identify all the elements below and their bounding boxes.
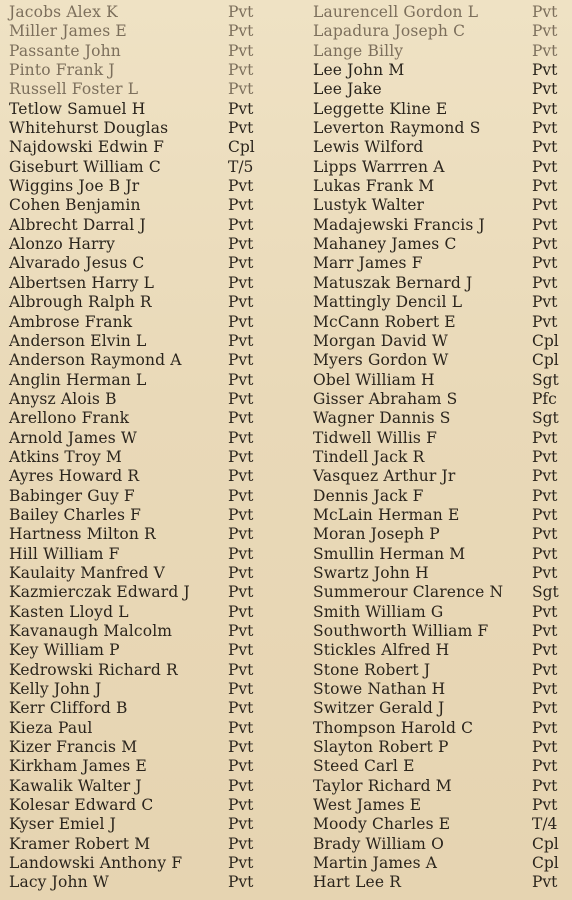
soldier-rank: Pvt xyxy=(228,409,254,428)
soldier-name: Obel William H xyxy=(313,370,435,389)
soldier-rank: Pvt xyxy=(228,544,254,563)
soldier-rank: Pvt xyxy=(228,331,254,350)
roster-entry xyxy=(313,564,570,583)
roster-entry xyxy=(9,61,299,80)
soldier-rank: Pvt xyxy=(228,80,254,99)
soldier-name: Pinto Frank J xyxy=(9,61,115,80)
roster-entry xyxy=(9,699,299,718)
soldier-rank: Pvt xyxy=(228,738,254,757)
soldier-name: Bailey Charles F xyxy=(9,505,142,524)
soldier-name: Whitehurst Douglas xyxy=(9,119,169,138)
roster-entry xyxy=(9,216,299,235)
soldier-name: Kyser Emiel J xyxy=(9,815,116,834)
soldier-name: Arellono Frank xyxy=(9,409,130,428)
soldier-name: Kedrowski Richard R xyxy=(9,660,178,679)
roster-entry xyxy=(313,351,570,370)
soldier-name: Swartz John H xyxy=(313,563,429,582)
soldier-name: Kramer Robert M xyxy=(9,834,151,853)
soldier-name: Kaulaity Manfred V xyxy=(9,563,166,582)
roster-entry xyxy=(9,138,299,157)
soldier-rank: Cpl xyxy=(532,331,559,350)
soldier-rank: Sgt xyxy=(532,583,559,602)
roster-entry xyxy=(9,873,299,892)
soldier-name: Lewis Wilford xyxy=(313,138,424,157)
roster-entry xyxy=(9,196,299,215)
soldier-name: Wiggins Joe B Jr xyxy=(9,177,140,196)
soldier-rank: Pvt xyxy=(532,796,558,815)
soldier-rank: Pvt xyxy=(228,602,254,621)
soldier-rank: Pvt xyxy=(532,99,558,118)
soldier-rank: Pvt xyxy=(228,119,254,138)
soldier-rank: Pvt xyxy=(532,157,558,176)
soldier-rank: Pvt xyxy=(532,699,558,718)
soldier-name: Stickles Alfred H xyxy=(313,641,450,660)
soldier-name: Hill William F xyxy=(9,544,120,563)
roster-entry xyxy=(313,661,570,680)
roster-column-right xyxy=(313,3,570,893)
soldier-name: Tidwell Willis F xyxy=(313,428,438,447)
soldier-name: Anglin Herman L xyxy=(9,370,147,389)
soldier-rank: Pvt xyxy=(228,680,254,699)
soldier-rank: T/4 xyxy=(532,815,558,834)
soldier-name: Kavanaugh Malcolm xyxy=(9,622,173,640)
roster-entry xyxy=(313,796,570,815)
soldier-rank: Pvt xyxy=(532,486,558,505)
soldier-rank: Pvt xyxy=(228,254,254,273)
soldier-rank: Pvt xyxy=(532,196,558,215)
soldier-name: Slayton Robert P xyxy=(313,738,449,757)
roster-entry xyxy=(9,119,299,138)
soldier-name: Arnold James W xyxy=(9,428,137,447)
soldier-rank: Pvt xyxy=(532,235,558,254)
soldier-rank: Pvt xyxy=(532,119,558,138)
soldier-rank: Pvt xyxy=(532,738,558,757)
soldier-rank: Pvt xyxy=(228,776,254,795)
soldier-rank: Cpl xyxy=(228,138,255,157)
roster-entry xyxy=(9,3,299,22)
soldier-rank: Pvt xyxy=(532,177,558,196)
soldier-rank: Pvt xyxy=(228,467,254,486)
soldier-rank: Pvt xyxy=(228,215,254,234)
roster-entry xyxy=(9,22,299,41)
roster-entry xyxy=(313,313,570,332)
roster-entry xyxy=(313,409,570,428)
soldier-name: Albertsen Harry L xyxy=(9,273,155,292)
soldier-rank: Pvt xyxy=(228,312,254,331)
soldier-rank: Pvt xyxy=(228,718,254,737)
soldier-rank: Pvt xyxy=(532,273,558,292)
soldier-rank: Pvt xyxy=(228,641,254,660)
soldier-name: Morgan David W xyxy=(313,331,448,350)
soldier-rank: Pvt xyxy=(228,389,254,408)
roster-entry xyxy=(313,448,570,467)
roster-entry xyxy=(9,506,299,525)
soldier-rank: Pvt xyxy=(228,873,254,892)
roster-entry xyxy=(9,564,299,583)
roster-entry xyxy=(313,583,570,602)
soldier-name: Tindell Jack R xyxy=(313,447,425,466)
roster-entry xyxy=(313,719,570,738)
roster-entry xyxy=(313,680,570,699)
roster-entry xyxy=(313,390,570,409)
roster-entry xyxy=(313,777,570,796)
soldier-rank: Pvt xyxy=(228,834,254,853)
soldier-name: Stone Robert J xyxy=(313,660,431,679)
soldier-rank: Pvt xyxy=(228,3,254,21)
roster-entry xyxy=(313,815,570,834)
soldier-name: Kerr Clifford B xyxy=(9,699,128,718)
soldier-name: Kasten Lloyd L xyxy=(9,602,129,621)
soldier-name: Leggette Kline E xyxy=(313,99,448,118)
soldier-name: Giseburt William C xyxy=(9,157,161,176)
soldier-rank: Pvt xyxy=(228,505,254,524)
roster-entry xyxy=(9,622,299,641)
soldier-name: Cohen Benjamin xyxy=(9,196,141,215)
soldier-rank: Pvt xyxy=(532,312,558,331)
roster-entry xyxy=(313,371,570,390)
roster-entry xyxy=(9,429,299,448)
roster-entry xyxy=(313,603,570,622)
roster-entry xyxy=(9,545,299,564)
soldier-rank: Pvt xyxy=(228,196,254,215)
soldier-rank: Pvt xyxy=(228,22,254,41)
soldier-rank: Cpl xyxy=(532,854,559,873)
soldier-rank: Pvt xyxy=(532,41,558,60)
soldier-rank: Sgt xyxy=(532,409,559,428)
soldier-rank: Pvt xyxy=(532,428,558,447)
soldier-name: Dennis Jack F xyxy=(313,486,424,505)
soldier-name: Kieza Paul xyxy=(9,718,93,737)
soldier-rank: Pvt xyxy=(532,873,558,892)
soldier-name: West James E xyxy=(313,796,422,815)
soldier-name: Taylor Richard M xyxy=(313,776,452,795)
soldier-name: Martin James A xyxy=(313,854,438,873)
roster-entry xyxy=(9,738,299,757)
roster-entry xyxy=(9,42,299,61)
roster-entry xyxy=(313,487,570,506)
soldier-rank: Pvt xyxy=(228,583,254,602)
soldier-name: Summerour Clarence N xyxy=(313,583,504,602)
soldier-name: Stowe Nathan H xyxy=(313,680,446,699)
roster-entry xyxy=(9,448,299,467)
soldier-rank: Pvt xyxy=(228,622,254,640)
soldier-name: McLain Herman E xyxy=(313,505,460,524)
soldier-rank: Pvt xyxy=(532,467,558,486)
soldier-rank: Pvt xyxy=(532,622,558,640)
roster-entry xyxy=(313,835,570,854)
soldier-name: Smith William G xyxy=(313,602,444,621)
roster-entry xyxy=(313,738,570,757)
roster-entry xyxy=(313,158,570,177)
roster-entry xyxy=(313,138,570,157)
soldier-rank: Pvt xyxy=(532,563,558,582)
soldier-rank: Pvt xyxy=(228,447,254,466)
soldier-rank: Pvt xyxy=(532,80,558,99)
roster-entry xyxy=(9,235,299,254)
soldier-name: Mattingly Dencil L xyxy=(313,293,463,312)
roster-entry xyxy=(313,3,570,22)
soldier-name: Anderson Elvin L xyxy=(9,331,147,350)
soldier-name: Tetlow Samuel H xyxy=(9,99,146,118)
soldier-name: Kizer Francis M xyxy=(9,738,138,757)
soldier-rank: Pvt xyxy=(228,428,254,447)
soldier-name: Gisser Abraham S xyxy=(313,389,458,408)
soldier-name: Southworth William F xyxy=(313,622,489,640)
soldier-rank: Pvt xyxy=(228,757,254,776)
roster-entry xyxy=(9,467,299,486)
soldier-name: Moody Charles E xyxy=(313,815,451,834)
soldier-rank: Pvt xyxy=(532,505,558,524)
soldier-rank: Cpl xyxy=(532,351,559,370)
soldier-name: Leverton Raymond S xyxy=(313,119,481,138)
roster-entry xyxy=(9,777,299,796)
roster-entry xyxy=(313,332,570,351)
soldier-rank: Pvt xyxy=(532,718,558,737)
soldier-rank: Pfc xyxy=(532,389,557,408)
soldier-name: Madajewski Francis J xyxy=(313,215,485,234)
soldier-rank: Sgt xyxy=(532,370,559,389)
soldier-name: Lange Billy xyxy=(313,41,404,60)
soldier-name: Lapadura Joseph C xyxy=(313,22,466,41)
soldier-name: Lacy John W xyxy=(9,873,109,892)
roster-entry xyxy=(9,313,299,332)
soldier-name: Lee John M xyxy=(313,61,405,80)
roster-entry xyxy=(9,815,299,834)
roster-entry xyxy=(9,680,299,699)
soldier-rank: Pvt xyxy=(228,370,254,389)
soldier-rank: Pvt xyxy=(532,215,558,234)
roster-entry xyxy=(313,274,570,293)
soldier-name: Alvarado Jesus C xyxy=(9,254,145,273)
soldier-rank: Pvt xyxy=(532,138,558,157)
soldier-name: Matuszak Bernard J xyxy=(313,273,473,292)
roster-entry xyxy=(313,429,570,448)
soldier-name: Steed Carl E xyxy=(313,757,415,776)
roster-entry xyxy=(9,274,299,293)
soldier-rank: Pvt xyxy=(228,61,254,80)
soldier-rank: Pvt xyxy=(228,486,254,505)
soldier-rank: Pvt xyxy=(532,680,558,699)
soldier-name: Vasquez Arthur Jr xyxy=(313,467,456,486)
soldier-name: Najdowski Edwin F xyxy=(9,138,165,157)
roster-entry xyxy=(313,467,570,486)
soldier-name: Lipps Warrren A xyxy=(313,157,445,176)
soldier-name: Mahaney James C xyxy=(313,235,457,254)
soldier-name: Kolesar Edward C xyxy=(9,796,154,815)
soldier-rank: Pvt xyxy=(532,22,558,41)
roster-entry xyxy=(9,177,299,196)
roster-entry xyxy=(313,100,570,119)
soldier-name: Lustyk Walter xyxy=(313,196,425,215)
soldier-name: Kirkham James E xyxy=(9,757,147,776)
roster-entry xyxy=(313,216,570,235)
soldier-name: Albrough Ralph R xyxy=(9,293,152,312)
soldier-rank: Pvt xyxy=(228,177,254,196)
soldier-name: Albrecht Darral J xyxy=(9,215,146,234)
soldier-name: Miller James E xyxy=(9,22,127,41)
soldier-rank: Pvt xyxy=(228,99,254,118)
roster-column-left xyxy=(9,3,299,893)
soldier-name: Russell Foster L xyxy=(9,80,139,99)
soldier-name: Jacobs Alex K xyxy=(9,3,118,21)
roster-entry xyxy=(9,603,299,622)
soldier-rank: Pvt xyxy=(228,525,254,544)
roster-entry xyxy=(313,506,570,525)
roster-entry xyxy=(313,757,570,776)
soldier-name: Brady William O xyxy=(313,834,444,853)
soldier-name: Hartness Milton R xyxy=(9,525,156,544)
roster-entry xyxy=(313,873,570,892)
roster-entry xyxy=(313,177,570,196)
roster-entry xyxy=(9,158,299,177)
roster-entry xyxy=(313,622,570,641)
soldier-name: Thompson Harold C xyxy=(313,718,474,737)
soldier-rank: T/5 xyxy=(228,157,254,176)
roster-entry xyxy=(9,293,299,312)
soldier-rank: Pvt xyxy=(228,41,254,60)
soldier-rank: Pvt xyxy=(532,61,558,80)
soldier-rank: Cpl xyxy=(532,834,559,853)
soldier-rank: Pvt xyxy=(228,563,254,582)
soldier-rank: Pvt xyxy=(228,293,254,312)
roster-entry xyxy=(9,80,299,99)
roster-entry xyxy=(313,22,570,41)
soldier-name: Atkins Troy M xyxy=(9,447,122,466)
soldier-rank: Pvt xyxy=(532,3,558,21)
roster-entry xyxy=(313,641,570,660)
roster-entry xyxy=(313,80,570,99)
roster-entry xyxy=(9,796,299,815)
soldier-rank: Pvt xyxy=(532,544,558,563)
roster-entry xyxy=(9,371,299,390)
soldier-name: Key William P xyxy=(9,641,120,660)
soldier-rank: Pvt xyxy=(228,660,254,679)
roster-entry xyxy=(9,390,299,409)
soldier-name: Lukas Frank M xyxy=(313,177,435,196)
soldier-rank: Pvt xyxy=(532,525,558,544)
soldier-rank: Pvt xyxy=(228,351,254,370)
roster-entry xyxy=(9,332,299,351)
roster-entry xyxy=(9,661,299,680)
soldier-name: Switzer Gerald J xyxy=(313,699,445,718)
soldier-name: Kelly John J xyxy=(9,680,102,699)
roster-entry xyxy=(9,583,299,602)
roster-entry xyxy=(313,545,570,564)
roster-entry xyxy=(313,61,570,80)
roster-entry xyxy=(9,835,299,854)
roster-entry xyxy=(313,699,570,718)
soldier-name: Alonzo Harry xyxy=(9,235,116,254)
soldier-rank: Pvt xyxy=(228,815,254,834)
soldier-name: Myers Gordon W xyxy=(313,351,449,370)
roster-entry xyxy=(9,719,299,738)
soldier-name: Anysz Alois B xyxy=(9,389,117,408)
soldier-name: Passante John xyxy=(9,41,121,60)
soldier-name: Landowski Anthony F xyxy=(9,854,183,873)
roster-entry xyxy=(313,42,570,61)
soldier-name: Moran Joseph P xyxy=(313,525,440,544)
roster-entry xyxy=(9,854,299,873)
soldier-name: Marr James F xyxy=(313,254,423,273)
soldier-name: Ambrose Frank xyxy=(9,312,133,331)
roster-entry xyxy=(313,235,570,254)
soldier-name: Babinger Guy F xyxy=(9,486,135,505)
roster-entry xyxy=(9,487,299,506)
soldier-name: Hart Lee R xyxy=(313,873,402,892)
soldier-rank: Pvt xyxy=(532,757,558,776)
roster-entry xyxy=(313,254,570,273)
roster-entry xyxy=(9,525,299,544)
soldier-rank: Pvt xyxy=(228,854,254,873)
soldier-rank: Pvt xyxy=(228,273,254,292)
soldier-rank: Pvt xyxy=(228,796,254,815)
soldier-name: Laurencell Gordon L xyxy=(313,3,479,21)
roster-entry xyxy=(313,293,570,312)
roster-entry xyxy=(313,119,570,138)
roster-entry xyxy=(9,409,299,428)
soldier-rank: Pvt xyxy=(532,641,558,660)
soldier-name: Anderson Raymond A xyxy=(9,351,182,370)
soldier-rank: Pvt xyxy=(228,235,254,254)
soldier-rank: Pvt xyxy=(532,447,558,466)
roster-entry xyxy=(313,854,570,873)
roster-entry xyxy=(9,757,299,776)
soldier-name: Wagner Dannis S xyxy=(313,409,451,428)
soldier-rank: Pvt xyxy=(228,699,254,718)
soldier-name: McCann Robert E xyxy=(313,312,456,331)
soldier-name: Kawalik Walter J xyxy=(9,776,142,795)
soldier-rank: Pvt xyxy=(532,660,558,679)
soldier-name: Ayres Howard R xyxy=(9,467,140,486)
soldier-rank: Pvt xyxy=(532,293,558,312)
soldier-rank: Pvt xyxy=(532,776,558,795)
roster-entry xyxy=(9,351,299,370)
soldier-name: Smullin Herman M xyxy=(313,544,466,563)
soldier-rank: Pvt xyxy=(532,254,558,273)
roster-entry xyxy=(313,525,570,544)
roster-entry xyxy=(313,196,570,215)
soldier-name: Kazmierczak Edward J xyxy=(9,583,190,602)
soldier-rank: Pvt xyxy=(532,602,558,621)
roster-entry xyxy=(9,641,299,660)
roster-entry xyxy=(9,254,299,273)
roster-entry xyxy=(9,100,299,119)
soldier-name: Lee Jake xyxy=(313,80,382,99)
